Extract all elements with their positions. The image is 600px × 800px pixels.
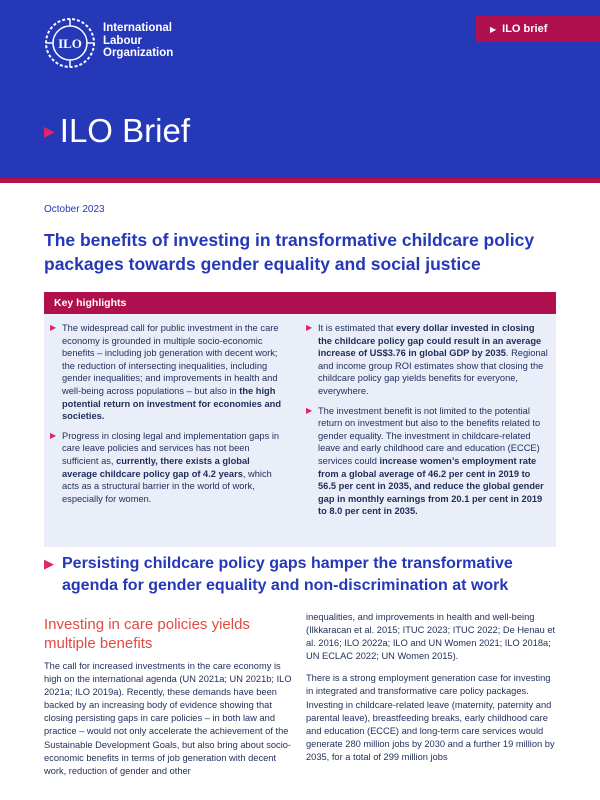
- org-line: Labour: [103, 34, 142, 47]
- highlight-text: , which acts as a structural barrier in the world of work, especially for women.: [62, 468, 272, 504]
- highlight-item: [306, 322, 550, 398]
- section-heading-text: Persisting childcare policy gaps hamper the transformative agenda for gender equality and non-discrimination at work: [62, 555, 513, 594]
- highlight-emphasis: the high potential return on investment for economies and societies.: [62, 385, 282, 422]
- highlight-text: It is estimated that: [318, 323, 397, 333]
- ilo-brief-tag: [476, 16, 600, 42]
- body-paragraph: The call for increased investments in the care economy is high on the international agenda (UN 2021a; UN 2021b; ILO 2021a; ILO 2019a). Recently, these demands have been backed by an increasing body of evidence showing that closing persisting gaps in care policies – in both law and practice – would not only accelerate the achievement of the Sustainable Development Goals, but also bring about socio-economic benefits in terms of job generation with decent work, reduction of gender and other: [44, 661, 292, 776]
- key-highlights-panel: [44, 292, 556, 547]
- document-title: The benefits of investing in transformative childcare policy packages towards gender equality and social justice: [44, 230, 535, 274]
- logo-lettering: ILO: [58, 36, 82, 51]
- key-highlights-left-column: [50, 322, 282, 512]
- brief-title-text: ILO Brief: [59, 112, 190, 149]
- key-highlights-right-column: [306, 322, 550, 525]
- brief-title: [44, 112, 190, 150]
- highlight-text: . Regional and income group ROI estimates show that closing the childcare policy gap yields benefits for everyone, everywhere.: [318, 348, 548, 396]
- ilo-logo-icon: [44, 17, 96, 69]
- highlight-text: The investment benefit is not limited to the potential return on investment but also to the benefits related to gender equality. The investment in childcare-related leave and early childhood care and education (ECCE) services could: [318, 405, 541, 466]
- org-line: Organization: [103, 47, 174, 59]
- header-accent-stripe: [0, 178, 600, 183]
- org-line: International: [103, 22, 173, 34]
- triangle-right-icon: ▶: [44, 122, 55, 139]
- body-left-column: [44, 660, 294, 787]
- triangle-right-icon: ▶: [306, 323, 313, 332]
- highlight-emphasis: currently, there exists a global average childcare policy gap of 4.2 years: [62, 455, 250, 479]
- brief-tag-label: ILO brief: [502, 23, 548, 35]
- highlight-item: [50, 430, 282, 506]
- section-heading: [44, 553, 564, 597]
- highlight-emphasis: increase women’s employment rate from a global average of 46.2 per cent in 2019 to 56.5 per cent in 2035, and reduce the global gender gap in monthly earnings from 20.1 per cent in 2019 to 8.0 per cent in 2035.: [318, 455, 544, 517]
- body-paragraph: inequalities, and improvements in health and well-being (Ilkkaracan et al. 2015; ITUC 2023; ITUC 2022; De Henau et al. 2016; ILO 2022a; ILO and UN Women 2021; ILO 2018a; UN ECLAC 2022; UN Women 2015).: [306, 612, 556, 662]
- triangle-right-icon: ▶: [50, 323, 57, 332]
- organization-name: [103, 22, 173, 60]
- highlight-item: [50, 322, 282, 423]
- highlight-item: [306, 405, 550, 518]
- subheading: Investing in care policies yields multiple benefits: [44, 616, 250, 652]
- triangle-right-icon: ▶: [44, 556, 54, 571]
- publication-date: October 2023: [44, 204, 105, 215]
- highlight-text: The widespread call for public investment in the care economy is grounded in multiple socio-economic benefits – including job generation with decent work; the reduction of intersecting inequalities, including gender inequalities; and improvements in health and well-being across populations – but also in: [62, 323, 279, 396]
- header-banner: [0, 0, 600, 178]
- triangle-right-icon: ▶: [490, 24, 497, 34]
- body-paragraph: There is a strong employment generation case for investing in integrated and transformative care policy packages. Investing in childcare-related leave (maternity, paternity and parental leave), breastfeeding breaks, early childhood care and education (ECCE) and long-term care services would generate 280 million jobs by 2030 and a further 19 million by 2035, for a total of 299 million jobs: [306, 673, 555, 762]
- key-highlights-heading: Key highlights: [44, 292, 556, 314]
- triangle-right-icon: ▶: [306, 405, 313, 415]
- highlight-text: Progress in closing legal and implementation gaps in care leave policies and services has not been sufficient as,: [62, 430, 280, 466]
- highlight-emphasis: every dollar invested in closing the childcare policy gap could result in an average increase of US$3.76 in global GDP by 2035: [318, 323, 542, 359]
- body-right-column: [306, 611, 556, 773]
- triangle-right-icon: ▶: [50, 430, 57, 440]
